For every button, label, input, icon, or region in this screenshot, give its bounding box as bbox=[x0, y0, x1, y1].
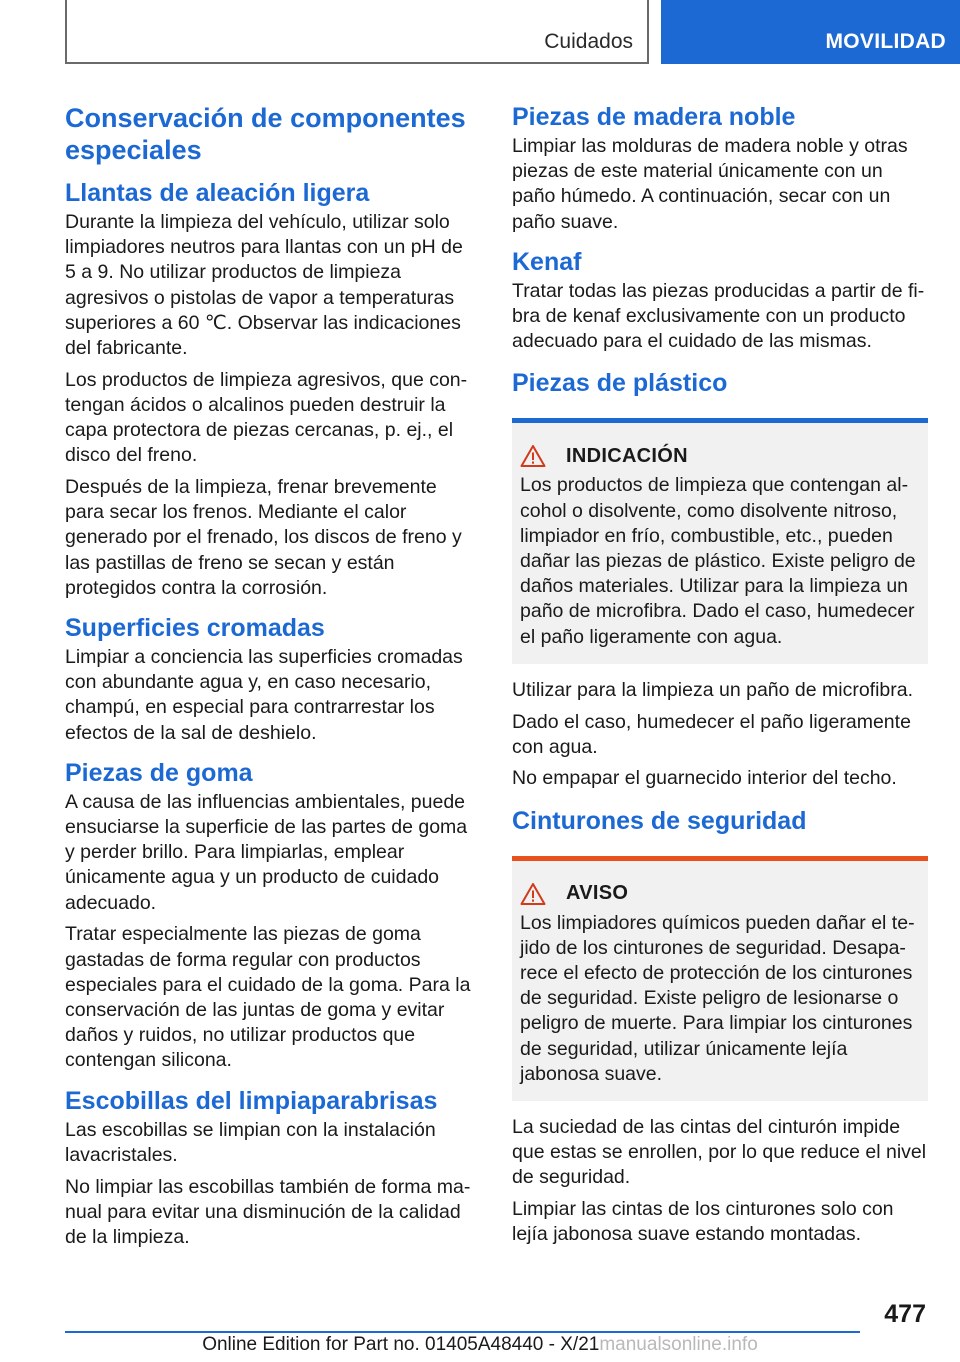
section-tab bbox=[65, 0, 649, 64]
paragraph: Después de la limpieza, frenar brevemente para secar los frenos. Mediante el calor generado por el frenado, los discos de freno y las pastillas de freno se secan y están protegidos contra la corrosión. bbox=[65, 476, 462, 599]
section-heading: Kenaf bbox=[512, 247, 582, 276]
note-text: Los productos de limpieza que contengan alcohol o disolvente, como disolvente nitroso, limpiador en frío, combustible, etc., pueden dañar las piezas de plástico. Existe peligro de daños materiales. Utilizar para la limpieza un paño de microfibra. Dado el caso, humedecer el paño ligeramente con agua. bbox=[520, 474, 916, 648]
note-header bbox=[520, 881, 920, 907]
section-goma bbox=[65, 758, 479, 1074]
section-heading: Superficies cromadas bbox=[65, 614, 325, 643]
paragraph: No limpiar las escobillas también de forma manual para evitar una disminución de la calidad de la limpieza. bbox=[65, 1175, 471, 1248]
paragraph: Utilizar para la limpieza un paño de microfibra. bbox=[512, 678, 914, 701]
chapter-label: MOVILIDAD bbox=[825, 30, 946, 53]
paragraph: No empapar el guarnecido interior del techo. bbox=[512, 767, 897, 790]
section-llantas bbox=[65, 178, 479, 601]
left-column bbox=[65, 102, 479, 1257]
paragraph: Los productos de limpieza agresivos, que contengan ácidos o alcalinos pueden destruir la capa protectora de piezas cercanas, p. ej., el disco del freno. bbox=[65, 368, 468, 467]
paragraph: Durante la limpieza del vehículo, utilizar solo limpiadores neutros para llantas con un pH de 5 a 9. No utilizar productos de limpieza agresivos o pistolas de vapor a temperaturas superiores a 60 ℃. Observar las indicaciones del fabricante. bbox=[65, 211, 463, 360]
watermark-text: manualsonline.info bbox=[599, 1334, 758, 1355]
paragraph: Limpiar las molduras de madera noble y otras piezas de este material únicamente con un paño húmedo. A continuación, secar con un paño suave. bbox=[512, 135, 908, 233]
note-header bbox=[520, 443, 920, 469]
page-header bbox=[0, 0, 960, 66]
section-escobillas bbox=[65, 1086, 479, 1251]
paragraph: Tratar todas las piezas producidas a partir de fibra de kenaf exclusivamente con un producto adecuado para el cuidado de las mismas. bbox=[512, 279, 925, 353]
section-heading: Piezas de goma bbox=[65, 758, 253, 787]
note-text: Los limpiadores químicos pueden dañar el tejido de los cinturones de seguridad. Desaparece el efecto de protección de los cinturones de seguridad. Existe peligro de lesionarse o peligro de muerte. Para limpiar los cinturones de seguridad, utilizar únicamente lejía jabonosa suave. bbox=[520, 911, 915, 1085]
section-heading: Piezas de madera noble bbox=[512, 103, 796, 131]
paragraph: A causa de las influencias ambientales, puede ensuciarse la superficie de las partes de goma y perder brillo. Para limpiarlas, emplear únicamente agua y un producto de cuidado adecuado. bbox=[65, 790, 468, 914]
footer-divider bbox=[65, 1331, 860, 1333]
edition-text: Online Edition for Part no. 01405A48440 - X/21 bbox=[202, 1334, 600, 1355]
section-heading: Llantas de aleación ligera bbox=[65, 179, 370, 207]
warning-triangle-icon bbox=[520, 881, 566, 907]
section-label: Cuidados bbox=[544, 30, 633, 53]
section-heading: Escobillas del limpiaparabrisas bbox=[65, 1086, 438, 1115]
paragraph: Dado el caso, humedecer el paño ligeramente con agua. bbox=[512, 710, 911, 758]
right-column bbox=[512, 102, 928, 1254]
note-title: AVISO bbox=[566, 882, 629, 905]
warning-triangle-icon bbox=[520, 443, 566, 469]
section-heading: Piezas de plástico bbox=[512, 369, 728, 398]
paragraph: Limpiar a conciencia las superficies cromadas con abundante agua y, en caso necesario, champú, en especial para contrarrestar los efectos de la sal de deshielo. bbox=[65, 646, 463, 744]
section-cromadas bbox=[65, 613, 479, 746]
page-number: 477 bbox=[884, 1300, 926, 1328]
chapter-tab bbox=[661, 0, 960, 64]
note-title: INDICACIÓN bbox=[566, 444, 688, 467]
paragraph: Limpiar las cintas de los cinturones solo con lejía jabonosa suave estando montadas. bbox=[512, 1198, 894, 1246]
paragraph: Las escobillas se limpian con la instalación lavacristales. bbox=[65, 1118, 436, 1166]
footer-edition bbox=[0, 1334, 960, 1356]
section-heading: Cinturones de seguridad bbox=[512, 806, 807, 835]
paragraph: Tratar especialmente las piezas de goma gastadas de forma regular con productos especiales para el cuidado de la goma. Para la conservación de las juntas de goma y evitar daños y ruidos, no utilizar productos que contengan silicona. bbox=[65, 923, 471, 1072]
page-title: Conservación de componentes especiales bbox=[65, 103, 466, 165]
paragraph: La suciedad de las cintas del cinturón impide que estas se enrollen, por lo que reduce el nivel de seguridad. bbox=[512, 1116, 927, 1189]
note-box-aviso bbox=[512, 856, 928, 1101]
note-box-indicacion bbox=[512, 418, 928, 663]
